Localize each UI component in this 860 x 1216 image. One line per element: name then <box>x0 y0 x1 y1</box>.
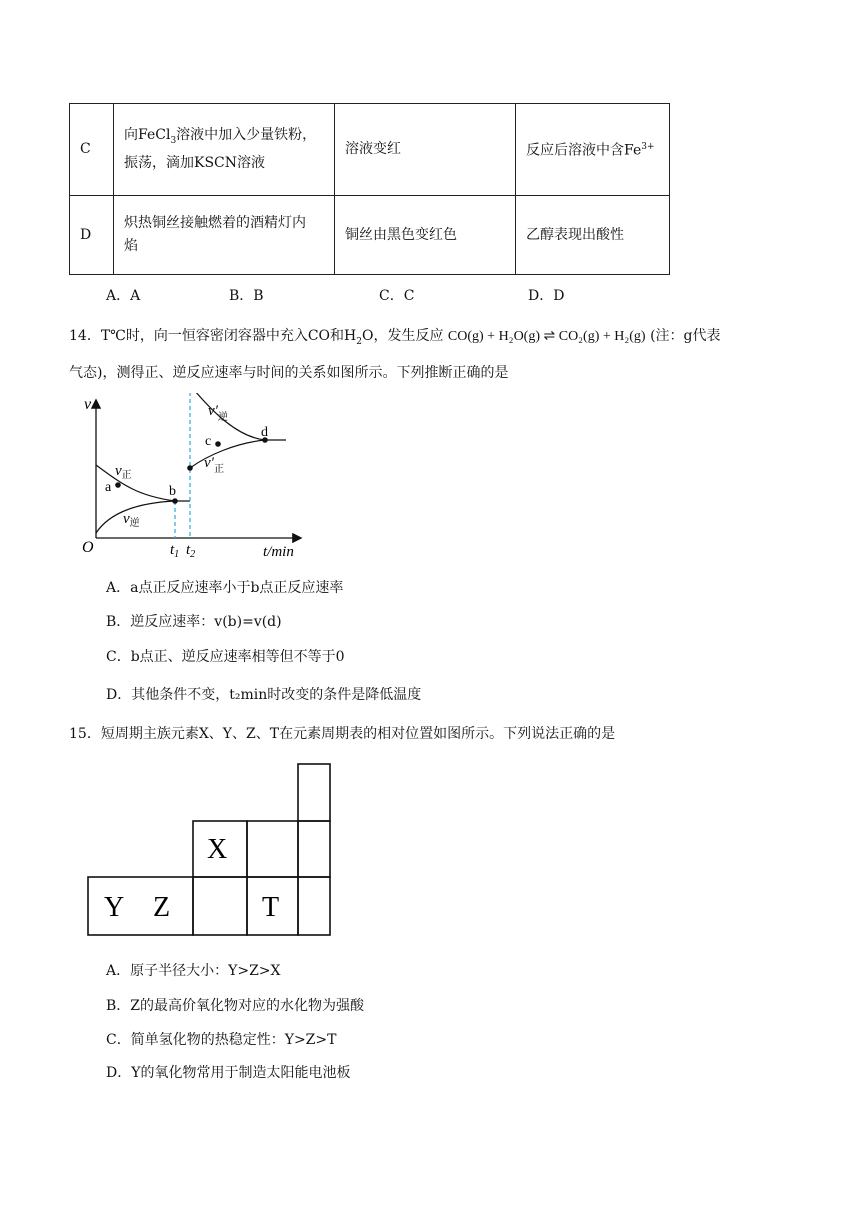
v-reverse-label: $v_逆$ <box>123 511 140 529</box>
q14-option-a: A．a点正反应速率小于b点正反应速率 <box>106 580 344 596</box>
q14-option-d: D．其他条件不变，t₂min时改变的条件是降低温度 <box>106 687 422 703</box>
point-b-label: b <box>169 484 176 499</box>
x-axis-label: t/min <box>263 544 294 560</box>
phenomenon-cell: 铜丝由黑色变红色 <box>335 196 516 275</box>
question-14-line2: 气态)，测得正、逆反应速率与时间的关系如图所示。下列推断正确的是 <box>69 365 509 381</box>
reaction-equation: CO(g) + H₂O(g) ⇌ CO₂(g) + H₂(g) <box>447 329 646 344</box>
question-14-line1: 14．T℃时，向一恒容密闭容器中充入CO和$H_2O$，发生反应 CO(g) + H₂O(g) ⇌ CO₂(g) + H₂(g) (注：g代表 <box>69 328 721 347</box>
q15-option-d: D．Y的氧化物常用于制造太阳能电池板 <box>106 1065 351 1081</box>
question-15: 15．短周期主族元素X、Y、Z、T在元素周期表的相对位置如图所示。下列说法正确的是 <box>69 726 616 742</box>
conclusion-cell: 反应后溶液中含$Fe^{3+}$ <box>516 104 670 196</box>
point-d-label: d <box>261 425 268 440</box>
q14-option-c: C．b点正、逆反应速率相等但不等于0 <box>106 649 345 665</box>
q15-option-b: B．Z的最高价氧化物对应的水化物为强酸 <box>106 998 365 1014</box>
table-row <box>70 196 670 275</box>
cell-z: Z <box>153 892 171 923</box>
q15-option-a: A．原子半径大小：Y>Z>X <box>106 963 281 979</box>
point-a-label: a <box>105 480 112 495</box>
cell-y: Y <box>104 892 125 923</box>
t1-label: $t_1$ <box>170 542 180 560</box>
v-reverse-prime-curve <box>190 393 286 440</box>
q14-option-b: B．逆反应速率：v(b)=v(d) <box>106 614 282 630</box>
option-d: D．D <box>528 288 565 304</box>
start-v-forward-prime <box>187 465 193 471</box>
point-c <box>215 441 221 447</box>
v-forward-prime-curve <box>190 440 265 468</box>
point-a <box>115 482 121 488</box>
v-forward-label: $v_正$ <box>115 463 132 481</box>
origin-label: O <box>82 539 94 556</box>
rate-time-graph <box>78 393 313 563</box>
q15-option-c: C．简单氢化物的热稳定性：Y>Z>T <box>106 1032 337 1048</box>
row-label: C <box>70 104 114 196</box>
operation-cell: 向FeCl$_3$溶液中加入少量铁粉， 振荡，滴加KSCN溶液 <box>114 104 335 196</box>
periodic-table-fragment <box>86 762 334 938</box>
point-b <box>172 498 178 504</box>
cell-t: T <box>262 892 280 923</box>
cell-x: X <box>207 834 228 865</box>
point-c-label: c <box>205 434 212 449</box>
experiment-table <box>69 103 670 275</box>
option-b: B．B <box>229 288 264 304</box>
y-axis-label: v <box>84 396 92 413</box>
operation-cell: 炽热铜丝接触燃着的酒精灯内 焰 <box>114 196 335 275</box>
table-row <box>70 104 670 196</box>
option-a: A．A <box>106 288 141 304</box>
conclusion-cell: 乙醇表现出酸性 <box>516 196 670 275</box>
row-label: D <box>70 196 114 275</box>
option-c: C．C <box>379 288 415 304</box>
v-forward-prime-label: $v'_正$ <box>204 455 224 475</box>
t2-label: $t_2$ <box>186 542 196 560</box>
v-reverse-prime-label: $v'_逆$ <box>208 403 228 423</box>
phenomenon-cell: 溶液变红 <box>335 104 516 196</box>
